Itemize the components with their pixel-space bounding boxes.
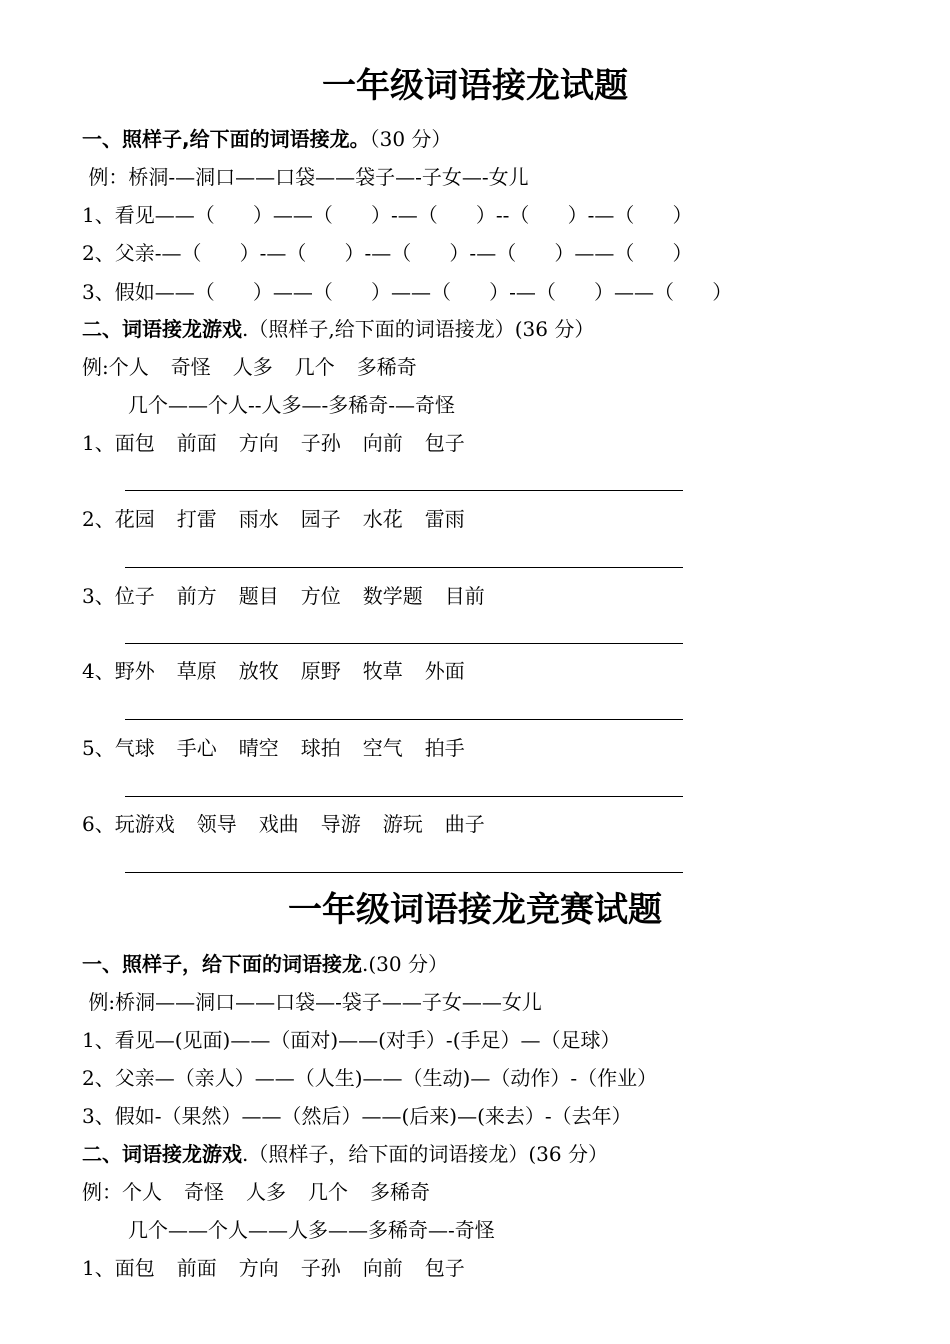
sheet1-example2-words [82,354,439,380]
word: 戏曲 [258,812,299,836]
word: 向前 [362,431,403,455]
word: 位子 [114,584,155,608]
word: 水花 [362,507,403,531]
word: 游玩 [382,812,423,836]
word: 雷雨 [424,507,465,531]
word: 向前 [362,1256,403,1280]
group-label: 2、 [82,507,115,531]
word: 几个 [294,355,335,379]
word: 几个 [308,1180,348,1204]
word: 雨水 [238,507,279,531]
word: 园子 [300,507,341,531]
word: 气球 [114,736,155,760]
sheet2-part1-score: .(30 分） [362,952,448,976]
word: 打雷 [176,507,217,531]
sheet1-group-3 [82,583,507,609]
word: 领导 [196,812,237,836]
word: 原野 [300,659,341,683]
word: 空气 [362,736,403,760]
word: 个人 [108,355,149,379]
word: 球拍 [300,736,341,760]
word: 导游 [320,812,361,836]
sheet2-question-1: 1、看见—(见面)——（面对)——(对手）-(手足）—（足球） [82,1028,621,1052]
word: 放牧 [238,659,279,683]
word: 面包 [114,1256,155,1280]
word: 面包 [114,431,155,455]
group-label: 3、 [82,584,115,608]
group-label: 6、 [82,812,115,836]
word: 多稀奇 [356,355,417,379]
answer-line-3[interactable] [125,643,683,644]
word: 牧草 [362,659,403,683]
word: 多稀奇 [370,1180,430,1204]
word: 方向 [238,1256,279,1280]
sheet1-group-4 [82,658,487,684]
example-label: 例： [82,1180,122,1204]
sheet2-question-2: 2、父亲—（亲人）——（人生)——（生动)—（动作）-（作业） [82,1066,658,1090]
sheet1-title: 一年级词语接龙试题 [322,66,628,106]
sheet2-part2-score: .（照样子，给下面的词语接龙）(36 分） [242,1142,608,1166]
word: 方向 [238,431,279,455]
sheet1-part1-score: （30 分） [369,127,452,151]
answer-line-6[interactable] [125,872,683,873]
sheet1-question-2: 2、父亲-—（ ）-—（ ）-—（ ）-—（ ）——（ ） [82,241,693,265]
answer-line-5[interactable] [125,796,683,797]
word: 野外 [114,659,155,683]
sheet2-example2-words [82,1179,452,1205]
group-label: 1、 [82,1256,115,1280]
sheet1-group-1 [82,430,487,456]
word: 花园 [114,507,155,531]
sheet2-example2-answer: 几个——个人——人多——多稀奇—-奇怪 [128,1218,495,1242]
sheet1-question-3: 3、假如——（ ）——（ ）——（ ）-—（ ）——（ ） [82,280,733,304]
word: 奇怪 [184,1180,224,1204]
word: 题目 [238,584,279,608]
word: 子孙 [300,1256,341,1280]
answer-line-1[interactable] [125,490,683,491]
sheet2-question-3: 3、假如-（果然）——（然后）——(后来)—(来去）-（去年） [82,1104,632,1128]
word: 目前 [444,584,485,608]
word: 晴空 [238,736,279,760]
word: 曲子 [444,812,485,836]
example-label: 例: [82,355,109,379]
word: 前面 [176,431,217,455]
sheet1-part2-score: .（照样子,给下面的词语接龙）(36 分） [242,317,595,341]
word: 玩游戏 [114,812,175,836]
sheet1-example2-answer: 几个——个人--人多—-多稀奇-—奇怪 [128,393,456,417]
sheet1-part2-heading [82,316,594,342]
answer-line-4[interactable] [125,719,683,720]
sheet2-example1: 例:桥洞——洞口——口袋—-袋子——子女——女儿 [82,990,542,1014]
word: 人多 [246,1180,286,1204]
group-label: 1、 [82,431,115,455]
sheet2-group-1 [82,1255,487,1281]
sheet2-title: 一年级词语接龙竞赛试题 [288,890,662,930]
sheet1-question-1: 1、看见——（ ）——（ ）-—（ ）--（ ）-—（ ） [82,203,693,227]
word: 人多 [232,355,273,379]
sheet1-example1: 例：桥洞-—洞口——口袋——袋子—-子女—-女儿 [82,165,529,189]
answer-line-2[interactable] [125,567,683,568]
sheet2-part2-heading [82,1141,608,1167]
word: 外面 [424,659,465,683]
word: 奇怪 [170,355,211,379]
word: 数学题 [362,584,423,608]
word: 包子 [424,1256,465,1280]
word: 前方 [176,584,217,608]
word: 子孙 [300,431,341,455]
word: 前面 [176,1256,217,1280]
word: 草原 [176,659,217,683]
sheet1-group-6 [82,811,507,837]
sheet2-part2-heading-text: 二、词语接龙游戏 [82,1142,242,1166]
sheet1-group-5 [82,735,487,761]
word: 个人 [122,1180,162,1204]
word: 包子 [424,431,465,455]
word: 方位 [300,584,341,608]
word: 拍手 [424,736,465,760]
sheet1-part1-heading-text: 一、照样子,给下面的词语接龙。 [82,127,370,151]
sheet2-part1-heading-text: 一、照样子，给下面的词语接龙 [82,952,362,976]
sheet1-part1-heading [82,126,451,152]
group-label: 5、 [82,736,115,760]
group-label: 4、 [82,659,115,683]
word: 手心 [176,736,217,760]
sheet1-group-2 [82,506,487,532]
sheet2-part1-heading [82,951,448,977]
sheet1-part2-heading-text: 二、词语接龙游戏 [82,317,242,341]
